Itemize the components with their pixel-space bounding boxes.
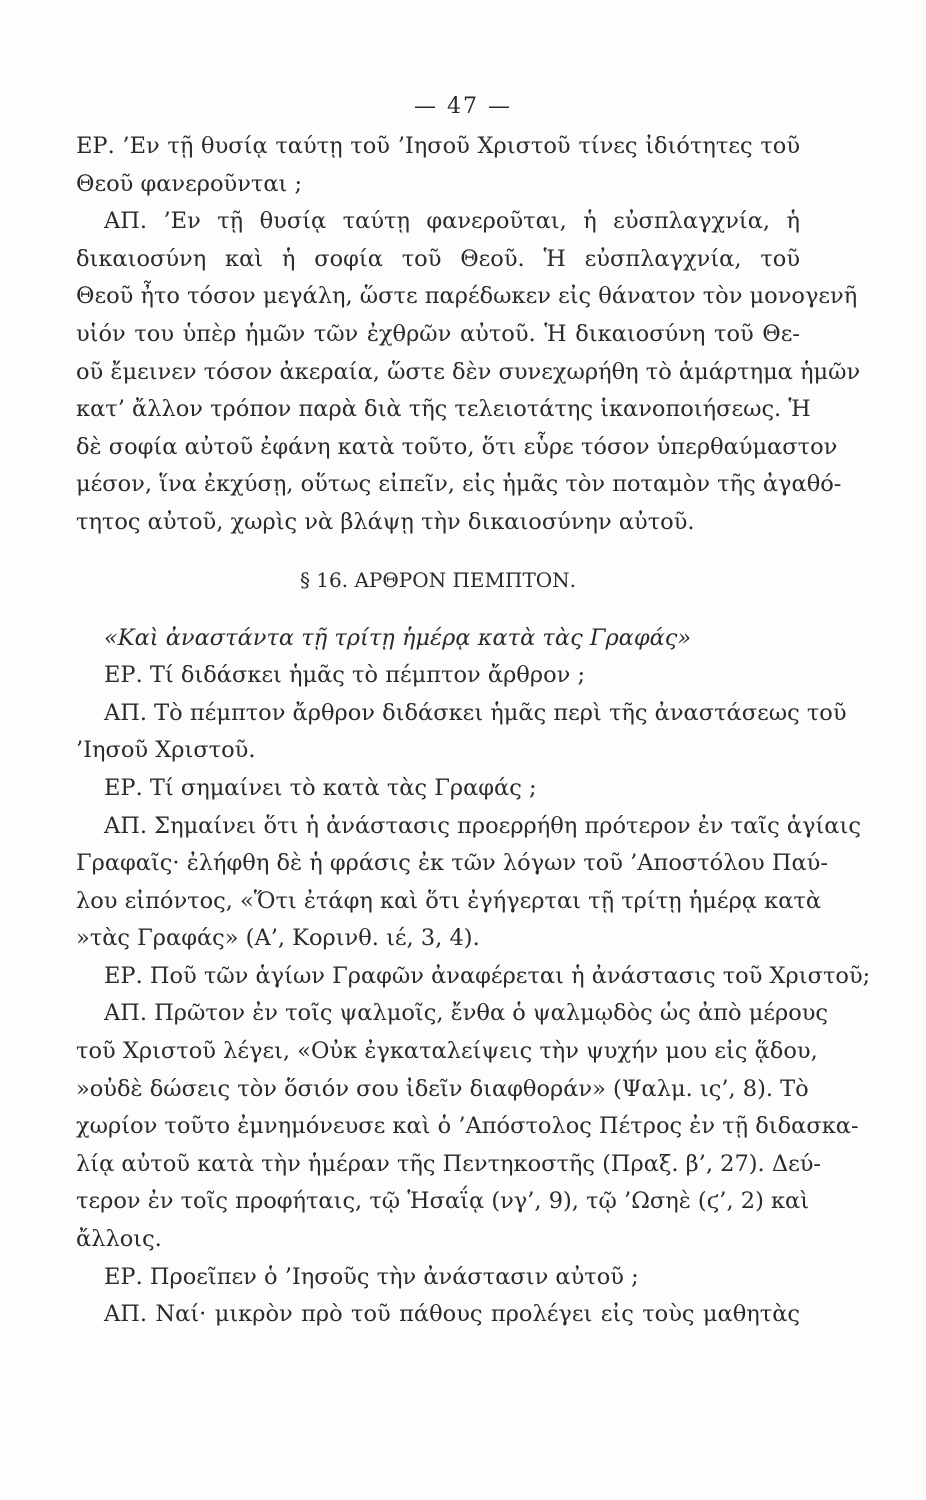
- text-line: Θεοῦ ἦτο τόσον μεγάλη, ὥστε παρέδωκεν εἰς θάνατον τὸν μονογενῆ: [76, 283, 858, 310]
- text-line: ΑΠ. Τὸ πέμπτον ἄρθρον διδάσκει ἡμᾶς περὶ τῆς ἀναστάσεως τοῦ: [104, 699, 847, 726]
- text-line: »οὐδὲ δώσεις τὸν ὅσιόν σου ἰδεῖν διαφθοράν» (Ψαλμ. ις’, 8). Τὸ: [76, 1075, 809, 1102]
- text-line: Γραφαῖς· ἐλήφθη δὲ ἡ φράσις ἐκ τῶν λόγων τοῦ ’Αποστόλου Παύ-: [76, 850, 828, 877]
- text-line: ΑΠ. ’Εν τῇ θυσίᾳ ταύτῃ φανεροῦται, ἡ εὐσπλαγχνία, ἡ: [104, 208, 800, 235]
- text-line: ἄλλοις.: [76, 1226, 162, 1253]
- text-line: υἱόν του ὑπὲρ ἡμῶν τῶν ἐχθρῶν αὐτοῦ. Ἡ δικαιοσύνη τοῦ Θε-: [76, 320, 800, 347]
- text-line: λίᾳ αὐτοῦ κατὰ τὴν ἡμέραν τῆς Πεντηκοστῆς (Πραξ. β’, 27). Δεύ-: [76, 1150, 822, 1177]
- text-line: ’Ιησοῦ Χριστοῦ.: [76, 737, 256, 764]
- text-line: δικαιοσύνη καὶ ἡ σοφία τοῦ Θεοῦ. Ἡ εὐσπλαγχνία, τοῦ: [76, 245, 800, 272]
- text-line: ΑΠ. Πρῶτον ἐν τοῖς ψαλμοῖς, ἔνθα ὁ ψαλμῳδὸς ὡς ἀπὸ μέρους: [104, 1000, 829, 1027]
- text-line: ΕΡ. Τί σημαίνει τὸ κατὰ τὰς Γραφάς ;: [104, 774, 537, 801]
- page-number: — 47 —: [414, 94, 512, 119]
- section-heading: § 16. ΑΡΘΡΟΝ ΠΕΜΠΤΟΝ.: [299, 567, 577, 592]
- text-line: ΑΠ. Σημαίνει ὅτι ἡ ἀνάστασις προερρήθη πρότερον ἐν ταῖς ἁγίαις: [104, 812, 861, 839]
- text-line: λου εἰπόντος, «Ὅτι ἐτάφη καὶ ὅτι ἐγήγερται τῇ τρίτῃ ἡμέρᾳ κατὰ: [76, 887, 822, 914]
- text-line: ΑΠ. Ναί· μικρὸν πρὸ τοῦ πάθους προλέγει εἰς τοὺς μαθητὰς: [104, 1301, 800, 1328]
- text-line: τητος αὐτοῦ, χωρὶς νὰ βλάψῃ τὴν δικαιοσύνην αὐτοῦ.: [76, 508, 695, 535]
- text-line: ΕΡ. ’Εν τῇ θυσίᾳ ταύτῃ τοῦ ’Ιησοῦ Χριστοῦ τίνες ἰδιότητες τοῦ: [76, 133, 800, 159]
- text-line: οῦ ἔμεινεν τόσον ἀκεραία, ὥστε δὲν συνεχωρήθη τὸ ἁμάρτημα ἡμῶν: [76, 358, 861, 385]
- text-line: δὲ σοφία αὐτοῦ ἐφάνη κατὰ τοῦτο, ὅτι εὗρε τόσον ὑπερθαύμαστον: [76, 433, 838, 460]
- text-line: ΕΡ. Τί διδάσκει ἡμᾶς τὸ πέμπτον ἄρθρον ;: [104, 662, 586, 689]
- text-line: χωρίον τοῦτο ἐμνημόνευσε καὶ ὁ ’Απόστολος Πέτρος ἐν τῇ διδασκα-: [76, 1113, 859, 1140]
- body-text: [76, 128, 871, 1334]
- text-line: μέσον, ἵνα ἐκχύσῃ, οὕτως εἰπεῖν, εἰς ἡμᾶς τὸν ποταμὸν τῆς ἀγαθό-: [76, 471, 842, 498]
- text-line: Θεοῦ φανεροῦνται ;: [76, 170, 303, 197]
- text-line: ΕΡ. Προεῖπεν ὁ ’Ιησοῦς τὴν ἀνάστασιν αὐτοῦ ;: [104, 1263, 639, 1290]
- text-line: τοῦ Χριστοῦ λέγει, «Οὐκ ἐγκαταλείψεις τὴν ψυχήν μου εἰς ᾅδου,: [76, 1038, 818, 1065]
- text-line: ΕΡ. Ποῦ τῶν ἁγίων Γραφῶν ἀναφέρεται ἡ ἀνάστασις τοῦ Χριστοῦ;: [104, 962, 871, 989]
- text-line: »τὰς Γραφάς» (Α’, Κορινθ. ιέ, 3, 4).: [76, 925, 480, 952]
- text-line: κατ’ ἄλλον τρόπον παρὰ διὰ τῆς τελειοτάτης ἱκανοποιήσεως. Ἡ: [76, 396, 811, 423]
- text-line: τερον ἐν τοῖς προφήταις, τῷ Ἡσαΐᾳ (νγ’, 9), τῷ ’Ωσηὲ (ϛ’, 2) καὶ: [76, 1188, 810, 1215]
- creed-quote: «Καὶ ἀναστάντα τῇ τρίτῃ ἡμέρᾳ κατὰ τὰς Γραφάς»: [104, 624, 692, 651]
